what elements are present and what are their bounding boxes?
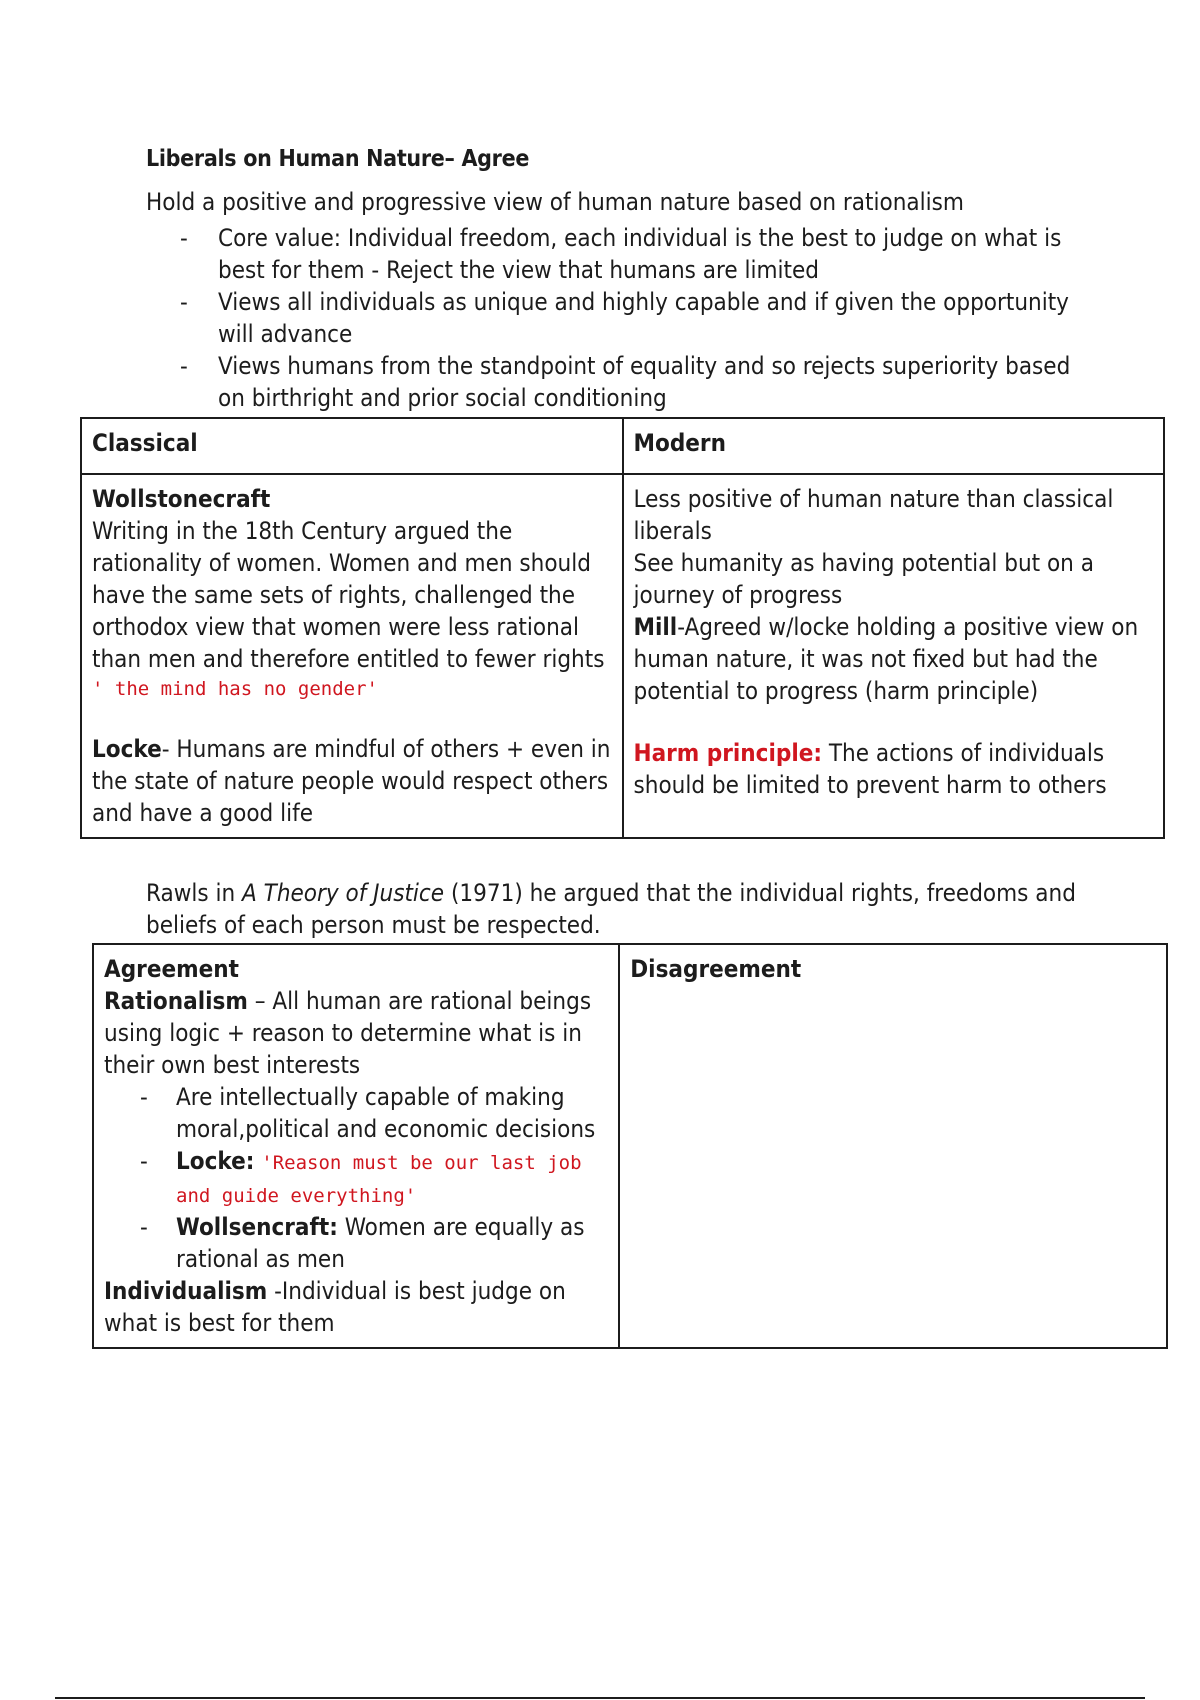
wollsencraft-text: Women are equally as rational as men (176, 1213, 585, 1273)
individualism-text: -Individual is best judge on what is best for them (104, 1277, 566, 1337)
agreement-disagreement-table (92, 943, 1168, 1349)
intro-text: Hold a positive and progressive view of human nature based on rationalism (146, 188, 964, 216)
rawls-paragraph (146, 877, 1136, 941)
bullet-list (180, 222, 1090, 414)
wollstonecraft-text: Writing in the 18th Century argued the rationality of women. Women and men should have the same sets of rights, challenged the orthodox view that women were less rational than men and therefore entitled to fewer rights (92, 517, 605, 673)
mill-paragraph (634, 611, 1156, 707)
modern-cell (623, 474, 1165, 838)
list-item (180, 222, 1090, 286)
locke-label: Locke: (176, 1147, 255, 1175)
bullet-text: Core value: Individual freedom, each individual is the best to judge on what is best for them - Reject the view that humans are limited (218, 224, 1062, 284)
dash-marker: - (180, 288, 188, 316)
book-title: A Theory of Justice (242, 879, 445, 907)
individualism-title: Individualism (104, 1277, 268, 1305)
locke-title: Locke (92, 735, 162, 763)
harm-text: The actions of individuals should be limited to prevent harm to others (633, 739, 1107, 799)
column-header: Agreement (104, 955, 239, 983)
list-item (104, 1081, 610, 1145)
list-item (104, 1145, 610, 1211)
rawls-after: (1971) he argued that the individual rights, freedoms and beliefs of each person must be respected. (146, 879, 1076, 939)
classical-modern-table (80, 417, 1165, 839)
rationalism-paragraph (104, 985, 610, 1081)
locke-text: - Humans are mindful of others + even in the state of nature people would respect others and have a good life (92, 735, 611, 827)
dash-marker: - (140, 1213, 148, 1241)
table-header-classical (81, 418, 623, 474)
column-header: Disagreement (630, 955, 802, 983)
wollsencraft-label: Wollsencraft: (176, 1213, 338, 1241)
page-heading: Liberals on Human Nature– Agree (146, 146, 530, 172)
harm-title: Harm principle: (633, 739, 823, 767)
bullet-text: Views all individuals as unique and highly capable and if given the opportunity will advance (218, 288, 1069, 348)
sub-text: Are intellectually capable of making moral,political and economic decisions (176, 1083, 596, 1143)
dash-marker: - (140, 1083, 148, 1111)
bullet-text: Views humans from the standpoint of equality and so rejects superiority based on birthright and prior social conditioning (218, 352, 1071, 412)
disagreement-cell (619, 944, 1167, 1348)
list-item (180, 286, 1090, 350)
mill-text: -Agreed w/locke holding a positive view on human nature, it was not fixed but had the potential to progress (harm principle) (633, 613, 1139, 705)
wollstonecraft-quote: ' the mind has no gender' (92, 678, 378, 700)
modern-line: Less positive of human nature than classical liberals (633, 485, 1114, 545)
locke-paragraph (92, 733, 614, 829)
wollstonecraft-title: Wollstonecraft (92, 485, 271, 513)
column-header: Modern (633, 429, 726, 457)
harm-paragraph (634, 737, 1156, 801)
dash-marker: - (180, 224, 188, 252)
list-item (180, 350, 1090, 414)
classical-cell (81, 474, 623, 838)
agreement-cell (93, 944, 619, 1348)
bottom-rule (55, 1697, 1145, 1699)
column-header: Classical (92, 429, 198, 457)
list-item (104, 1211, 610, 1275)
table-header-modern (623, 418, 1165, 474)
sub-list (104, 1081, 610, 1275)
modern-line: See humanity as having potential but on a journey of progress (633, 549, 1094, 609)
rawls-before: Rawls in (146, 879, 243, 907)
individualism-paragraph (104, 1275, 610, 1339)
rationalism-text: – All human are rational beings using logic + reason to determine what is in their own best interests (104, 987, 592, 1079)
mill-title: Mill (633, 613, 678, 641)
rationalism-title: Rationalism (104, 987, 248, 1015)
dash-marker: - (180, 352, 188, 380)
dash-marker: - (140, 1147, 148, 1175)
locke-quote: 'Reason must be our last job and guide everything' (176, 1152, 582, 1207)
